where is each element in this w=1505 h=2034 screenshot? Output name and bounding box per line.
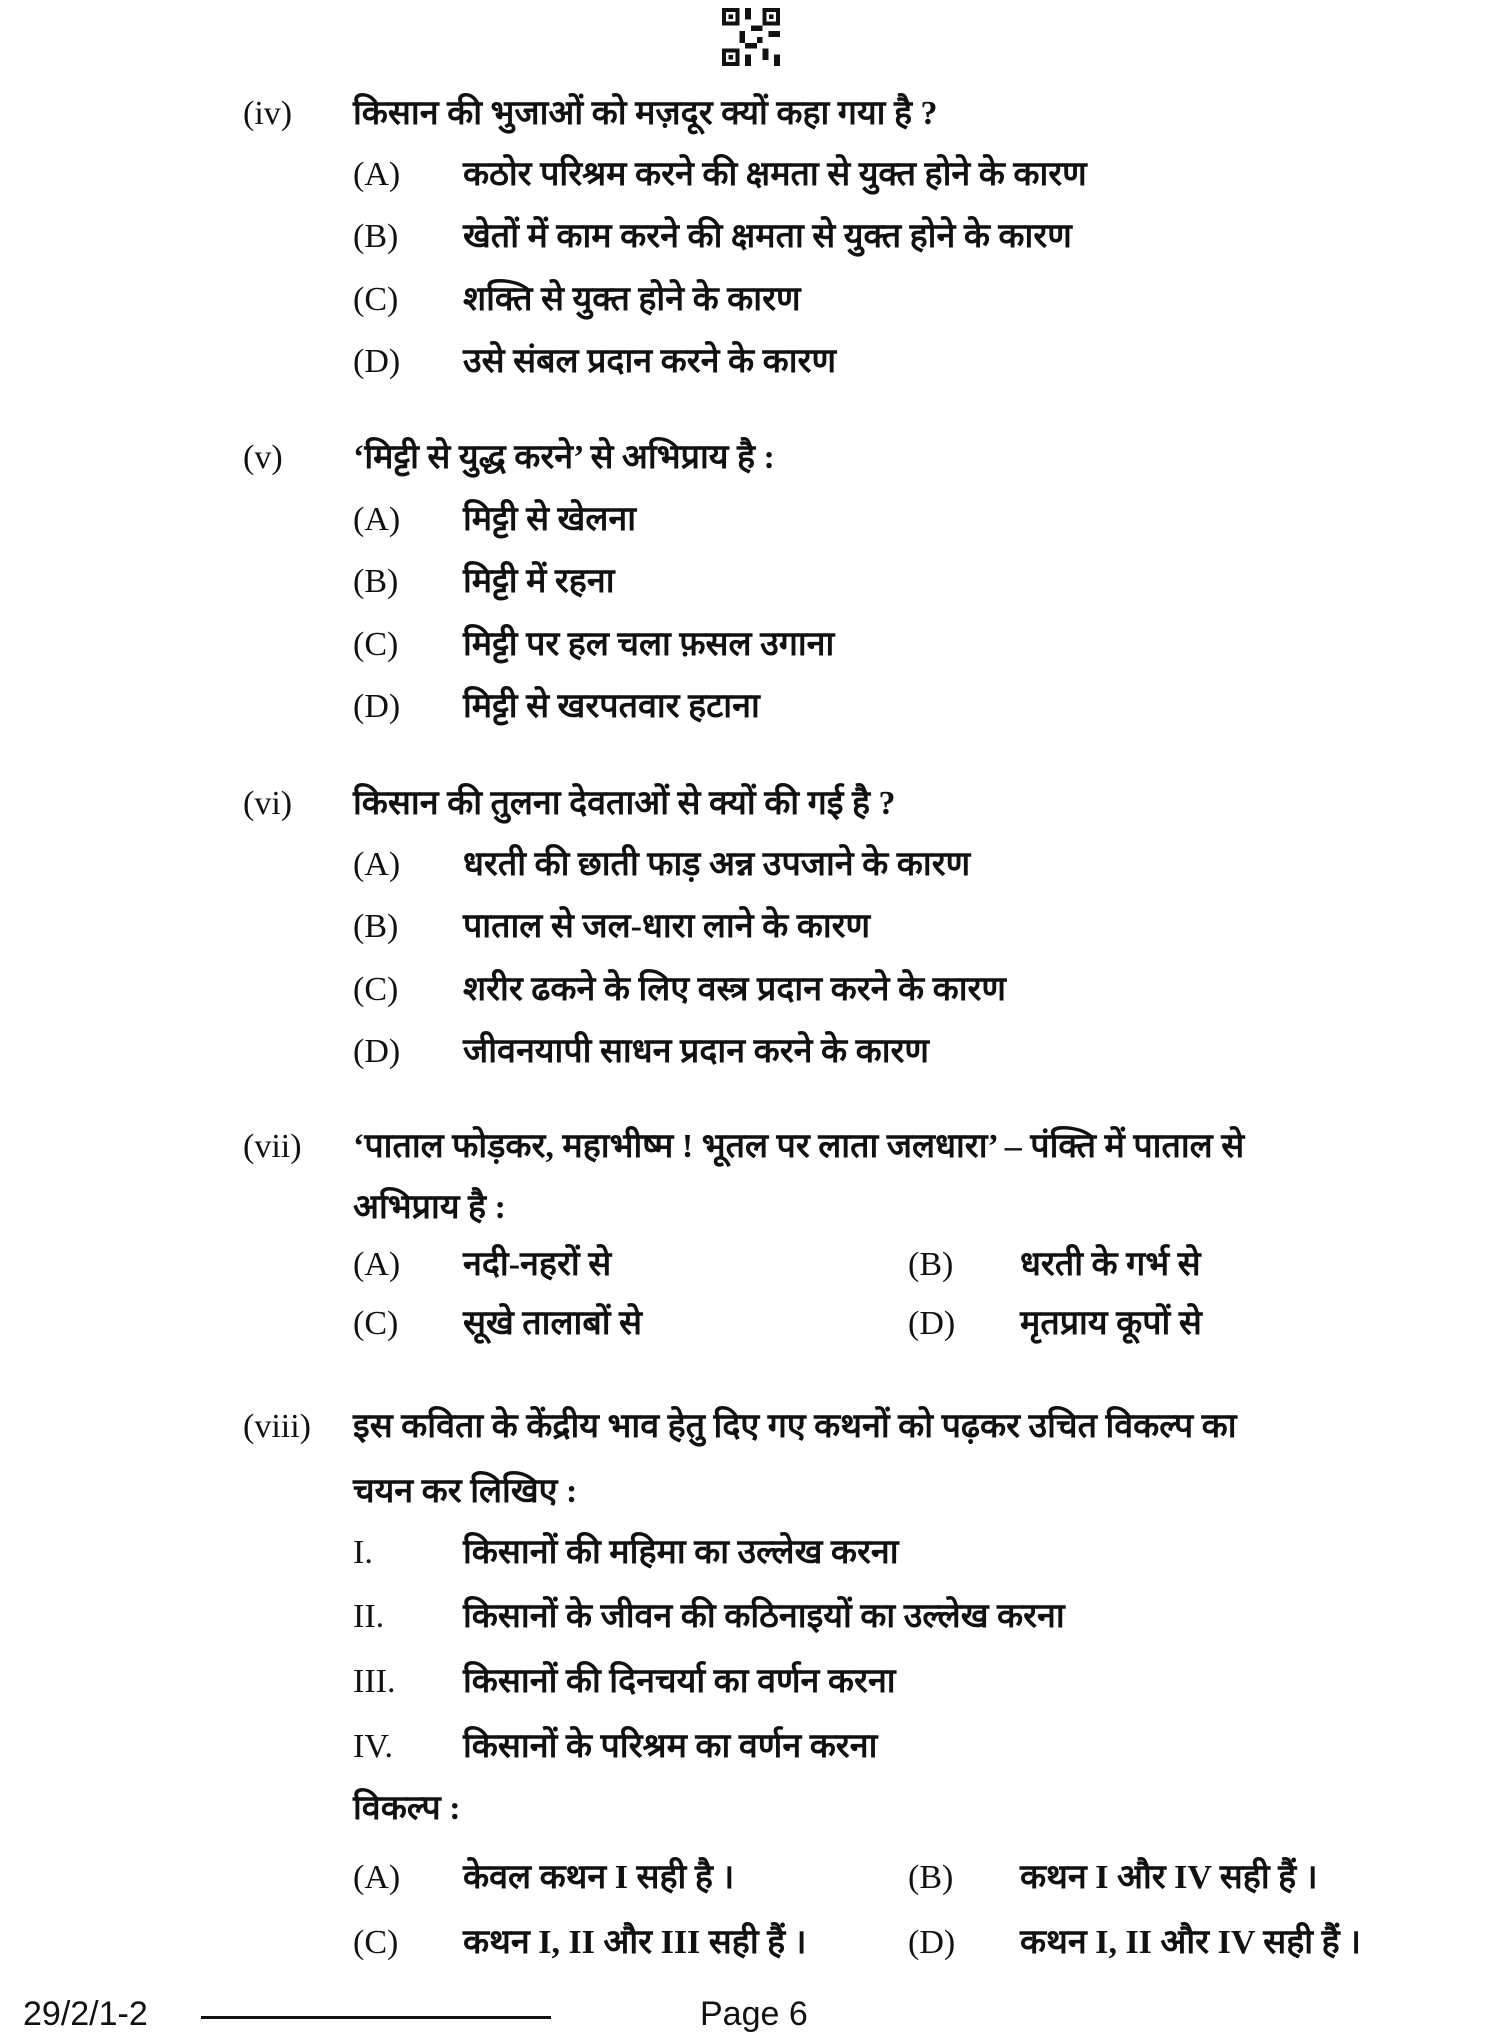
option-label: (D) <box>353 343 401 380</box>
question-text: किसान की भुजाओं को मज़दूर क्यों कहा गया है ? <box>353 95 938 132</box>
question-text: किसान की तुलना देवताओं से क्यों की गई है ? <box>353 785 896 822</box>
statement-text: किसानों की दिनचर्या का वर्णन करना <box>463 1663 896 1700</box>
option-text: शक्ति से युक्त होने के कारण <box>463 281 801 318</box>
option-text: धरती के गर्भ से <box>1020 1246 1201 1283</box>
statement-label: IV. <box>353 1728 393 1765</box>
option-label: (B) <box>353 218 399 255</box>
option-text: कथन I, II और III सही हैं । <box>463 1924 807 1961</box>
option-label: (D) <box>908 1924 956 1961</box>
option-text: केवल कथन I सही है । <box>463 1859 735 1896</box>
option-text: मृतप्राय कूपों से <box>1020 1305 1202 1342</box>
question-number: (vii) <box>243 1128 302 1165</box>
option-label: (C) <box>353 971 399 1008</box>
option-label: (B) <box>353 563 399 600</box>
option-label: (C) <box>353 1924 399 1961</box>
option-label: (B) <box>908 1246 954 1283</box>
option-text: जीवनयापी साधन प्रदान करने के कारण <box>463 1033 930 1070</box>
statement-label: I. <box>353 1534 373 1571</box>
option-label: (B) <box>353 908 399 945</box>
option-text: मिट्टी से खेलना <box>463 501 637 538</box>
options-heading: विकल्प : <box>353 1790 461 1827</box>
paper-code: 29/2/1-2 <box>23 1995 148 2033</box>
option-text: सूखे तालाबों से <box>463 1305 643 1342</box>
question-text: अभिप्राय है : <box>353 1189 506 1226</box>
question-number: (viii) <box>243 1408 311 1445</box>
option-label: (A) <box>353 156 401 193</box>
question-number: (vi) <box>243 785 293 822</box>
statement-text: किसानों के जीवन की कठिनाइयों का उल्लेख करना <box>463 1598 1065 1635</box>
option-label: (C) <box>353 281 399 318</box>
question-text: इस कविता के केंद्रीय भाव हेतु दिए गए कथनों को पढ़कर उचित विकल्प का <box>353 1408 1237 1445</box>
question-number: (v) <box>243 439 283 476</box>
option-text: शरीर ढकने के लिए वस्त्र प्रदान करने के कारण <box>463 971 1007 1008</box>
option-label: (C) <box>353 626 399 663</box>
statement-label: II. <box>353 1598 385 1635</box>
option-text: धरती की छाती फाड़ अन्न उपजाने के कारण <box>463 846 971 883</box>
option-text: उसे संबल प्रदान करने के कारण <box>463 343 837 380</box>
option-text: नदी-नहरों से <box>463 1246 612 1283</box>
option-label: (A) <box>353 846 401 883</box>
option-label: (D) <box>908 1305 956 1342</box>
question-text: ‘मिट्टी से युद्ध करने’ से अभिप्राय है : <box>353 439 775 476</box>
option-label: (A) <box>353 1246 401 1283</box>
footer-divider <box>201 2016 551 2019</box>
option-label: (C) <box>353 1305 399 1342</box>
option-label: (B) <box>908 1859 954 1896</box>
statement-label: III. <box>353 1663 396 1700</box>
statement-text: किसानों के परिश्रम का वर्णन करना <box>463 1728 878 1765</box>
option-label: (D) <box>353 688 401 725</box>
option-label: (D) <box>353 1033 401 1070</box>
question-number: (iv) <box>243 95 293 132</box>
option-text: कठोर परिश्रम करने की क्षमता से युक्त होने के कारण <box>463 156 1087 193</box>
option-text: मिट्टी पर हल चला फ़सल उगाना <box>463 626 835 663</box>
option-text: मिट्टी में रहना <box>463 563 615 600</box>
question-text: चयन कर लिखिए : <box>353 1473 578 1510</box>
option-text: कथन I, II और IV सही हैं । <box>1020 1924 1362 1961</box>
question-text: ‘पाताल फोड़कर, महाभीष्म ! भूतल पर लाता जलधारा’ – पंक्ति में पाताल से <box>353 1128 1245 1165</box>
qr-code-icon <box>722 8 780 66</box>
statement-text: किसानों की महिमा का उल्लेख करना <box>463 1534 899 1571</box>
option-text: पाताल से जल-धारा लाने के कारण <box>463 908 871 945</box>
option-label: (A) <box>353 501 401 538</box>
page-number: Page 6 <box>700 1995 808 2033</box>
option-text: मिट्टी से खरपतवार हटाना <box>463 688 760 725</box>
option-label: (A) <box>353 1859 401 1896</box>
option-text: खेतों में काम करने की क्षमता से युक्त होने के कारण <box>463 218 1072 255</box>
option-text: कथन I और IV सही हैं । <box>1020 1859 1318 1896</box>
